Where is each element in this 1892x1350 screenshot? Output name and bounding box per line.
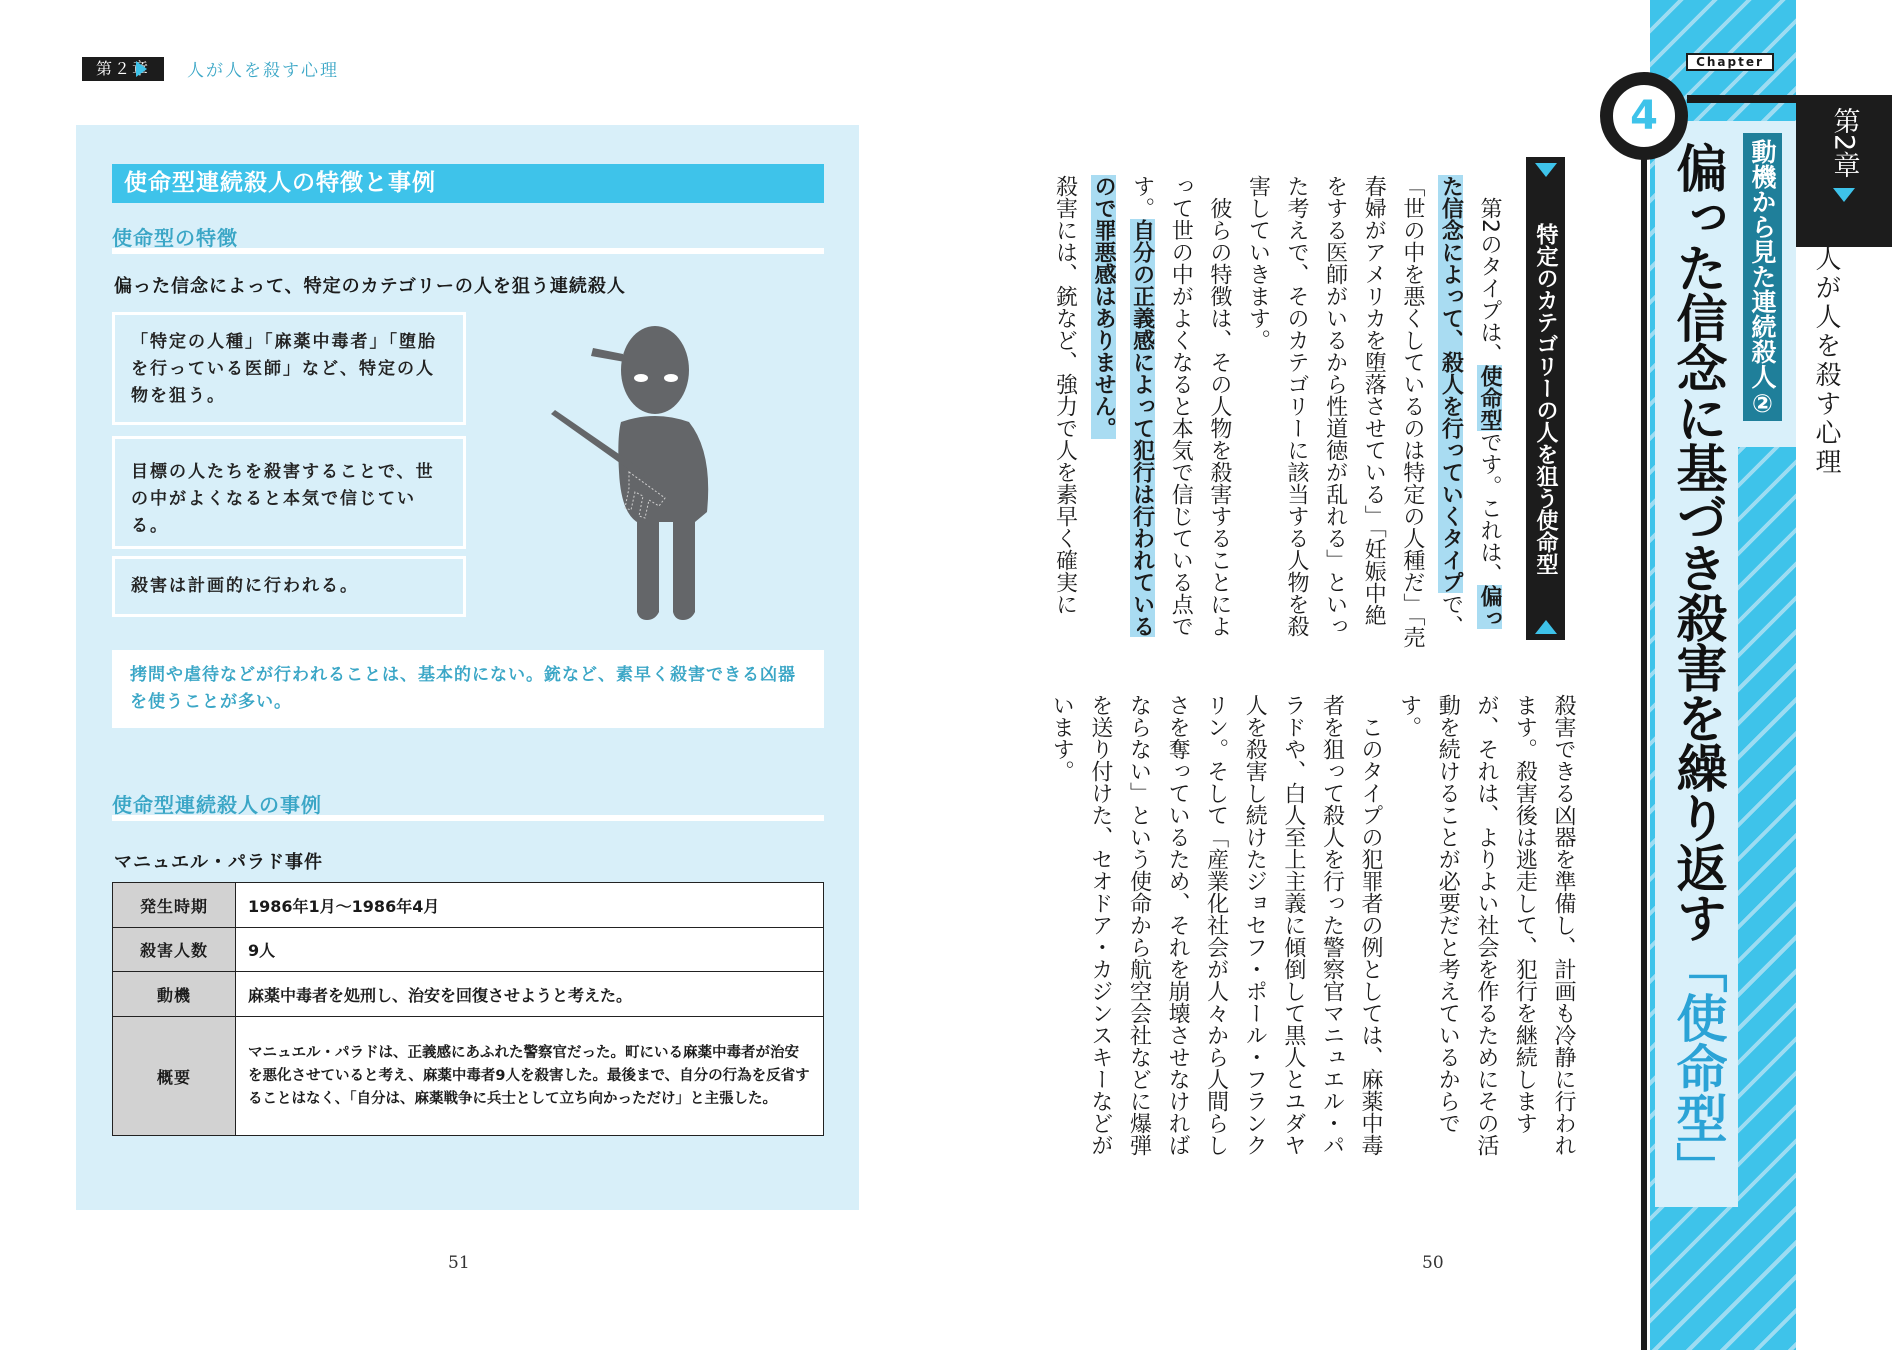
features-lead: 偏った信念によって、特定のカテゴリーの人を狙う連続殺人: [114, 276, 626, 297]
body-text: を送り付けた、セオドア・カジンスキーなどが: [1087, 694, 1113, 1156]
text-column: [1157, 694, 1196, 1184]
silhouette-figure-with-gun-icon: [545, 322, 730, 622]
feature-item: 目標の人たちを殺害することで、世の中がよくなると本気で信じている。: [112, 436, 466, 549]
text-column: [1389, 694, 1428, 1184]
page-title-accent: 「使命型」: [1667, 942, 1726, 1192]
highlighted-text: 使命型: [1477, 365, 1502, 431]
text-column: [1350, 694, 1389, 1184]
table-row: [113, 1017, 824, 1136]
text-column: [1083, 175, 1122, 645]
text-column: [1428, 694, 1467, 1184]
text-column: [1122, 175, 1161, 645]
highlighted-text: た信念によって、殺人を行っていくタイプ: [1438, 175, 1464, 593]
body-text: って世の中がよくなると本気で信じている点で: [1168, 175, 1194, 637]
body-text: 春婦がアメリカを堕落させている」「妊娠中絶: [1361, 175, 1387, 626]
body-text: ラドや、白人至上主義に傾倒して黒人とユダヤ: [1280, 694, 1306, 1156]
table-row: [113, 972, 824, 1017]
box-title: 使命型連続殺人の特徴と事例: [112, 164, 824, 203]
body-text: 「世の中を悪くしているのは特定の人種だ」「売: [1399, 175, 1425, 648]
text-column: [1505, 694, 1544, 1184]
note-box: 拷問や虐待などが行われることは、基本的にない。銃など、素早く殺害できる凶器を使うことが多い。: [112, 650, 824, 728]
triangle-up-icon: [1535, 620, 1557, 634]
table-row: [113, 928, 824, 972]
body-text: ならない」という使命から航空会社などに爆弾: [1126, 694, 1152, 1156]
row-value: マニュエル・パラドは、正義感にあふれた警察官だった。町にいる麻薬中毒者が治安を悪化させていると考え、麻薬中毒者9人を殺害した。最後まで、自分の行為を反省することはなく、「自分は、麻薬戦争に兵士として立ち向かっただけ」と主張した。: [236, 1017, 824, 1136]
body-text: す。: [1396, 694, 1422, 738]
page-number-right: 50: [1422, 1253, 1444, 1273]
divider-line: [1641, 137, 1647, 1350]
body-text: をする医師がいるから性道徳が乱れる」といっ: [1322, 175, 1348, 637]
body-text: です。これは、: [1477, 431, 1502, 585]
body-text: 害していきます。: [1245, 175, 1271, 351]
text-column: [1196, 694, 1235, 1184]
table-row: [113, 883, 824, 928]
side-chapter-label: 第2章: [1828, 107, 1860, 179]
body-text: 動を続けることが必要だと考えているからで: [1435, 694, 1461, 1134]
running-head-title: 人が人を殺す心理: [187, 61, 340, 81]
body-text: す。: [1129, 175, 1155, 219]
cases-heading: 使命型連続殺人の事例: [112, 795, 824, 821]
body-text-upper: [1045, 175, 1508, 648]
body-text: で、: [1438, 593, 1464, 637]
text-column: [1199, 175, 1238, 645]
chapter-tag: Chapter: [1686, 53, 1774, 71]
case-table: [112, 882, 824, 1136]
feature-item: 「特定の人種」「麻薬中毒者」「堕胎を行っている医師」など、特定の人物を狙う。: [112, 312, 466, 425]
text-column: [1238, 175, 1277, 645]
running-head: [82, 56, 339, 81]
text-column: [1469, 175, 1508, 645]
text-column: [1080, 694, 1119, 1184]
body-text: が、それは、よりよい社会を作るためにその活: [1473, 694, 1499, 1156]
triangle-right-icon: [136, 61, 147, 77]
series-label: 動機から見た連続殺人②: [1743, 133, 1782, 421]
text-column: [1273, 694, 1312, 1184]
body-text: 彼らの特徴は、その人物を殺害することによ: [1206, 175, 1232, 637]
body-text-lower: [1042, 694, 1582, 1184]
highlighted-text: 偏っ: [1477, 585, 1502, 629]
text-column: [1042, 694, 1081, 1184]
body-text: リン。そして「産業化社会が人々から人間らし: [1203, 694, 1229, 1156]
page-title-main: 偏った信念に基づき殺害を繰り返す: [1667, 142, 1726, 942]
text-column: [1235, 694, 1274, 1184]
body-text: 人を殺害し続けたジョセフ・ポール・フランク: [1242, 694, 1268, 1156]
body-text: ます。殺害後は逃走して、犯行を継続します: [1512, 694, 1538, 1134]
text-column: [1312, 694, 1351, 1184]
body-text: 第2のタイプは、: [1477, 175, 1502, 365]
highlighted-text: 自分の正義感によって犯行は行われている: [1129, 219, 1155, 637]
triangle-down-icon: [1833, 188, 1855, 202]
text-column: [1045, 175, 1084, 645]
row-value: 9人: [236, 928, 824, 972]
text-column: [1431, 175, 1470, 645]
text-column: [1276, 175, 1315, 645]
text-column: [1119, 694, 1158, 1184]
text-column: [1354, 175, 1393, 645]
row-value: 麻薬中毒者を処刑し、治安を回復させようと考えた。: [236, 972, 824, 1017]
body-text: さを奪っているため、それを崩壊させなければ: [1165, 694, 1191, 1156]
text-column: [1466, 694, 1505, 1184]
side-chapter-box: [1796, 95, 1892, 247]
row-value: 1986年1月〜1986年4月: [236, 883, 824, 928]
features-heading: 使命型の特徴: [112, 228, 824, 254]
page-number-left: 51: [448, 1253, 470, 1273]
running-head-chapter: 第２章: [82, 57, 164, 81]
body-text: た考えで、そのカテゴリーに該当する人物を殺: [1284, 175, 1310, 637]
body-text: 者を狙って殺人を行った警察官マニュエル・パ: [1319, 694, 1345, 1156]
chapter-number-badge: 4: [1600, 72, 1688, 160]
section-subheading: [1526, 157, 1565, 640]
triangle-down-icon: [1535, 163, 1557, 177]
body-text: います。: [1049, 694, 1075, 782]
body-text: このタイプの犯罪者の例としては、麻薬中毒: [1358, 694, 1384, 1156]
row-label: 発生時期: [113, 883, 236, 928]
text-column: [1315, 175, 1354, 645]
row-label: 概要: [113, 1017, 236, 1136]
text-column: [1392, 175, 1431, 648]
row-label: 殺害人数: [113, 928, 236, 972]
row-label: 動機: [113, 972, 236, 1017]
highlighted-text: ので罪悪感はありません。: [1091, 175, 1117, 439]
text-column: [1161, 175, 1200, 645]
case-title: マニュエル・パラド事件: [114, 852, 323, 873]
text-column: [1543, 694, 1582, 1184]
body-text: 殺害できる凶器を準備し、計画も冷静に行われ: [1551, 694, 1576, 1156]
body-text: 殺害には、銃など、強力で人を素早く確実に: [1052, 175, 1078, 615]
feature-item: 殺害は計画的に行われる。: [112, 556, 466, 617]
side-chapter-title: 人が人を殺す心理: [1811, 245, 1841, 477]
page-title: [1660, 142, 1732, 1202]
subheading-text: 特定のカテゴリーの人を狙う使命型: [1533, 222, 1558, 575]
